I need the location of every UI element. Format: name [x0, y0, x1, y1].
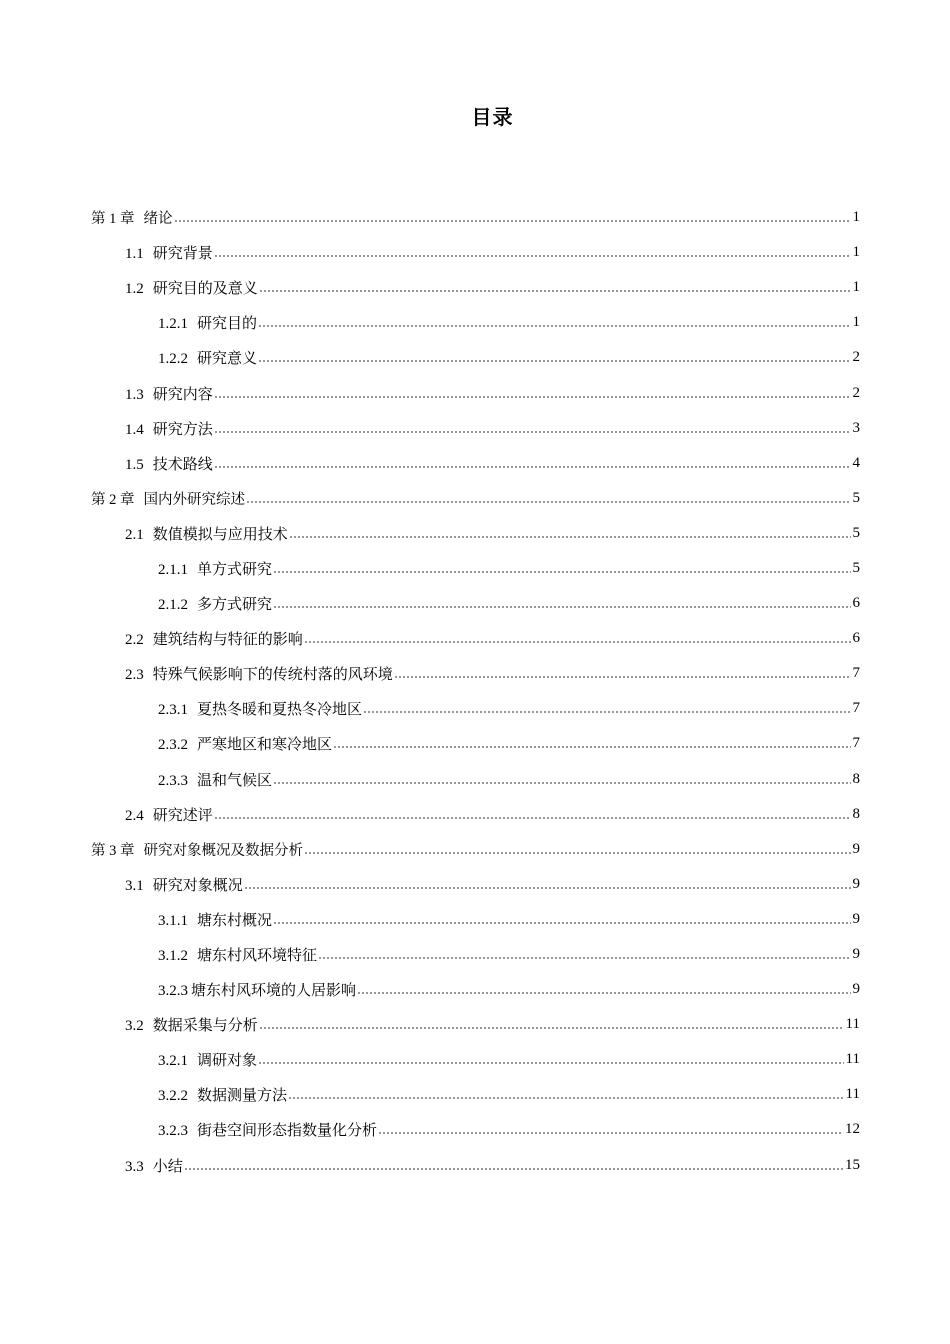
- toc-entry[interactable]: [0, 1077, 950, 1112]
- toc-entry[interactable]: [0, 937, 950, 972]
- toc-page-number: 9: [852, 946, 860, 963]
- toc-entry-label: [125, 663, 393, 684]
- toc-page-number: 9: [852, 981, 860, 998]
- toc-entry[interactable]: [0, 762, 950, 797]
- toc-entry-title: 建筑结构与特征的影响: [152, 632, 303, 649]
- toc-page-number: 11: [845, 1016, 860, 1033]
- table-of-contents: [0, 200, 950, 1183]
- toc-entry-label: [91, 488, 245, 509]
- toc-title: 目录: [471, 105, 514, 129]
- toc-page-number: 1: [852, 244, 860, 261]
- toc-page-number: 7: [852, 665, 860, 682]
- toc-dot-leader: [259, 1027, 844, 1029]
- toc-dot-leader: [246, 501, 851, 503]
- toc-entry-number: 1.5: [125, 456, 144, 473]
- toc-dot-leader: [258, 360, 850, 362]
- toc-entry-number: 3.2.2: [158, 1088, 188, 1105]
- toc-entry-number: 2.3.3: [158, 772, 188, 789]
- toc-page-number: 9: [852, 840, 860, 857]
- toc-entry-title: 数值模拟与应用技术: [152, 526, 288, 543]
- toc-dot-leader: [258, 325, 850, 327]
- toc-entry[interactable]: [0, 691, 950, 726]
- toc-entry[interactable]: [0, 1042, 950, 1077]
- toc-entry[interactable]: [0, 972, 950, 1007]
- toc-page-number: 9: [852, 910, 860, 927]
- toc-entry-label: [125, 523, 288, 544]
- toc-page-number: 8: [852, 770, 860, 787]
- toc-page-number: 6: [852, 595, 860, 612]
- toc-entry-title: 数据采集与分析: [152, 1018, 258, 1035]
- toc-entry-title: 单方式研究: [197, 561, 273, 578]
- toc-entry[interactable]: [0, 656, 950, 691]
- toc-entry-number: 1.2: [125, 281, 144, 298]
- toc-entry[interactable]: [0, 235, 950, 270]
- toc-entry-number: 第 2 章: [91, 491, 135, 508]
- toc-entry[interactable]: [0, 726, 950, 761]
- toc-dot-leader: [273, 571, 850, 573]
- toc-entry-title: 研究述评: [152, 807, 213, 824]
- toc-entry-title: 研究对象概况: [152, 877, 243, 894]
- toc-entry-label: [91, 207, 173, 228]
- toc-dot-leader: [273, 782, 850, 784]
- toc-entry-number: 1.4: [125, 421, 144, 438]
- toc-entry-title: 温和气候区: [197, 772, 273, 789]
- toc-entry[interactable]: [0, 551, 950, 586]
- toc-page-number: 7: [852, 700, 860, 717]
- toc-dot-leader: [363, 711, 850, 713]
- toc-entry[interactable]: [0, 832, 950, 867]
- toc-entry[interactable]: [0, 797, 950, 832]
- toc-entry[interactable]: [0, 867, 950, 902]
- toc-entry-title: 研究目的及意义: [152, 281, 258, 298]
- toc-entry-title: 多方式研究: [197, 597, 273, 614]
- toc-entry-number: 1.3: [125, 386, 144, 403]
- toc-entry-number: 2.3.2: [158, 737, 188, 754]
- toc-dot-leader: [304, 852, 851, 854]
- toc-entry-title: 塘东村风环境的人居影响: [191, 983, 357, 1000]
- toc-entry-number: 1.1: [125, 246, 144, 263]
- toc-entry-title: 研究背景: [152, 246, 213, 263]
- toc-entry-label: [158, 593, 272, 614]
- toc-page-number: 11: [845, 1051, 860, 1068]
- toc-entry-number: 2.1: [125, 526, 144, 543]
- toc-page-number: 15: [845, 1156, 860, 1173]
- toc-entry-title: 研究对象概况及数据分析: [143, 842, 303, 859]
- toc-entry-number: 3.1: [125, 877, 144, 894]
- toc-page-number: 7: [852, 735, 860, 752]
- toc-entry-label: [158, 698, 362, 719]
- toc-entry[interactable]: [0, 375, 950, 410]
- toc-entry-number: 3.2.1: [158, 1053, 188, 1070]
- toc-entry-number: 3.2: [125, 1018, 144, 1035]
- toc-entry-label: [158, 944, 317, 965]
- toc-entry-number: 第 1 章: [91, 211, 135, 228]
- toc-entry-number: 2.1.2: [158, 597, 188, 614]
- toc-page-number: 9: [852, 875, 860, 892]
- toc-page-number: 2: [852, 384, 860, 401]
- toc-page-number: 5: [852, 489, 860, 506]
- toc-entry-number: 2.4: [125, 807, 144, 824]
- toc-dot-leader: [214, 396, 851, 398]
- toc-dot-leader: [357, 992, 850, 994]
- toc-page-number: 6: [852, 630, 860, 647]
- toc-page-number: 8: [852, 805, 860, 822]
- toc-entry-label: [91, 839, 303, 860]
- toc-entry[interactable]: [0, 1007, 950, 1042]
- toc-entry-title: 夏热冬暖和夏热冬冷地区: [197, 702, 363, 719]
- toc-entry-label: [158, 1119, 377, 1140]
- toc-entry[interactable]: [0, 481, 950, 516]
- toc-entry[interactable]: [0, 1112, 950, 1147]
- toc-entry-number: 1.2.2: [158, 351, 188, 368]
- toc-page-number: 1: [852, 209, 860, 226]
- toc-dot-leader: [304, 641, 851, 643]
- toc-entry-number: 3.1.2: [158, 948, 188, 965]
- toc-entry-title: 小结: [152, 1158, 183, 1175]
- toc-entry-label: [125, 1014, 258, 1035]
- toc-page-number: 3: [852, 419, 860, 436]
- toc-entry[interactable]: [0, 340, 950, 375]
- toc-dot-leader: [273, 922, 850, 924]
- toc-entry-label: [125, 1155, 183, 1176]
- toc-dot-leader: [289, 536, 851, 538]
- toc-entry-label: [125, 383, 213, 404]
- toc-entry[interactable]: [0, 516, 950, 551]
- toc-entry-title: 严寒地区和寒冷地区: [197, 737, 333, 754]
- toc-page-number: 5: [852, 559, 860, 576]
- toc-entry-title: 研究方法: [152, 421, 213, 438]
- toc-entry-label: [125, 874, 243, 895]
- toc-entry-number: 2.2: [125, 632, 144, 649]
- toc-entry-number: 3.2.3: [158, 1123, 188, 1140]
- toc-entry[interactable]: [0, 270, 950, 305]
- toc-entry-label: [125, 628, 303, 649]
- toc-entry-number: 3.1.1: [158, 912, 188, 929]
- toc-entry-label: [125, 804, 213, 825]
- toc-page-number: 2: [852, 349, 860, 366]
- toc-entry[interactable]: [0, 200, 950, 235]
- toc-page-number: 5: [852, 524, 860, 541]
- toc-entry-label: [125, 453, 213, 474]
- toc-entry[interactable]: [0, 411, 950, 446]
- toc-entry-label: [125, 277, 258, 298]
- toc-entry-label: [158, 1049, 257, 1070]
- toc-entry-number: 3.3: [125, 1158, 144, 1175]
- toc-entry-label: [158, 558, 272, 579]
- toc-entry-label: [125, 418, 213, 439]
- toc-dot-leader: [273, 606, 850, 608]
- toc-entry-label: [158, 909, 272, 930]
- toc-entry[interactable]: [0, 446, 950, 481]
- toc-entry-label: [158, 733, 332, 754]
- toc-entry[interactable]: [0, 305, 950, 340]
- toc-dot-leader: [259, 290, 851, 292]
- toc-dot-leader: [394, 676, 851, 678]
- toc-entry-number: 第 3 章: [91, 842, 135, 859]
- toc-entry-label: [158, 769, 272, 790]
- toc-entry-title: 研究内容: [152, 386, 213, 403]
- toc-dot-leader: [318, 957, 850, 959]
- toc-entry-title: 研究目的: [197, 316, 258, 333]
- toc-entry-title: 塘东村风环境特征: [197, 948, 318, 965]
- toc-page-number: 1: [852, 314, 860, 331]
- toc-entry-number: 2.3: [125, 667, 144, 684]
- toc-entry-label: [158, 312, 257, 333]
- toc-dot-leader: [214, 255, 851, 257]
- toc-dot-leader: [174, 220, 851, 222]
- toc-entry-title: 街巷空间形态指数量化分析: [197, 1123, 378, 1140]
- toc-entry-label: [125, 242, 213, 263]
- toc-entry-number: 2.3.1: [158, 702, 188, 719]
- toc-entry-number: 3.2.3: [158, 983, 188, 1000]
- toc-entry[interactable]: [0, 1148, 950, 1183]
- toc-dot-leader: [214, 817, 851, 819]
- toc-dot-leader: [214, 431, 851, 433]
- toc-page-number: 12: [845, 1121, 860, 1138]
- toc-page-number: 11: [845, 1086, 860, 1103]
- toc-dot-leader: [378, 1132, 843, 1134]
- toc-entry-title: 塘东村概况: [197, 912, 273, 929]
- toc-entry-title: 研究意义: [197, 351, 258, 368]
- toc-dot-leader: [184, 1168, 843, 1170]
- toc-entry-title: 国内外研究综述: [143, 491, 245, 508]
- toc-entry-title: 数据测量方法: [197, 1088, 288, 1105]
- toc-entry-title: 技术路线: [152, 456, 213, 473]
- toc-entry[interactable]: [0, 902, 950, 937]
- toc-entry-number: 1.2.1: [158, 316, 188, 333]
- toc-dot-leader: [258, 1062, 844, 1064]
- toc-entry-number: 2.1.1: [158, 561, 188, 578]
- toc-entry-title: 绪论: [143, 211, 173, 228]
- toc-dot-leader: [214, 466, 851, 468]
- toc-entry-title: 特殊气候影响下的传统村落的风环境: [152, 667, 393, 684]
- toc-entry[interactable]: [0, 621, 950, 656]
- toc-dot-leader: [333, 746, 850, 748]
- toc-entry[interactable]: [0, 586, 950, 621]
- toc-entry-title: 调研对象: [197, 1053, 258, 1070]
- toc-entry-label: [158, 979, 356, 1000]
- toc-entry-label: [158, 347, 257, 368]
- toc-page-number: 1: [852, 279, 860, 296]
- toc-dot-leader: [288, 1097, 844, 1099]
- toc-page-number: 4: [852, 454, 860, 471]
- toc-dot-leader: [244, 887, 851, 889]
- toc-entry-label: [158, 1084, 287, 1105]
